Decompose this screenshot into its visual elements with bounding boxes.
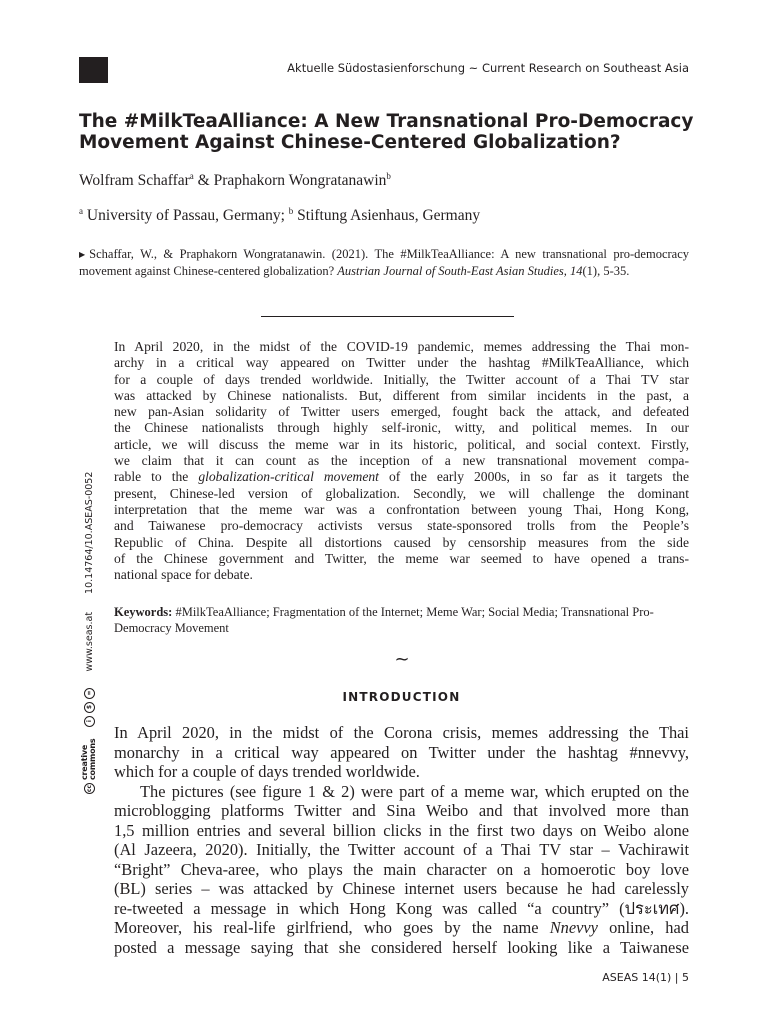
- author-1: Wolfram Schaffar: [79, 172, 190, 189]
- citation-tail: (1), 5-35.: [582, 264, 630, 278]
- keywords-label: Keywords:: [114, 605, 173, 619]
- running-head: Aktuelle Südostasienforschung ~ Current Research on Southeast Asia: [287, 61, 689, 75]
- page-folio: ASEAS 14(1) | 5: [602, 971, 689, 984]
- body-line8-post: online, had: [597, 918, 689, 937]
- body-line: “Bright” Cheva-aree, who plays the main character on a homoerotic boy love: [114, 859, 689, 879]
- body-line: which for a couple of days trended worldwide.: [114, 762, 420, 781]
- abstract-line: national space for debate.: [114, 567, 253, 583]
- abstract-line: archy in a critical way appeared on Twitter under the hashtag #MilkTeaAlliance, which: [114, 355, 689, 371]
- title-line-1: The #MilkTeaAlliance: A New Transnational Pro-Democracy: [79, 111, 694, 132]
- abstract-line: was attacked by Chinese nationalists. But, different from similar incidents in the past, a: [114, 387, 689, 403]
- body-line: In April 2020, in the midst of the Corona crisis, memes addressing the Thai: [114, 723, 689, 742]
- keywords: [114, 604, 689, 636]
- abstract-line9-post: of the early 2000s, in so far as it targets the: [378, 469, 689, 485]
- abstract-line: present, Chinese-led version of globalization. Secondly, we will challenge the dominant: [114, 485, 689, 501]
- body-line: re-tweeted a message in which Hong Kong was called “a country” (ประเทศ).: [114, 898, 689, 918]
- cc-word-creative: creative: [80, 744, 89, 780]
- body-line8-em: Nnevvy: [549, 918, 598, 937]
- abstract-line: we claim that it can count as the inception of a new transnational movement compa-: [114, 453, 689, 469]
- affil-1-mark: a: [79, 205, 83, 216]
- affil-2-mark: b: [288, 205, 294, 216]
- body-line: 1,5 million entries and several billion clicks in the first two days on Weibo alone: [114, 820, 689, 840]
- author-separator: &: [193, 172, 214, 189]
- body-line: The pictures (see figure 1 & 2) were part of a meme war, which erupted on the: [140, 781, 689, 801]
- abstract-divider: [261, 316, 514, 317]
- affil-1: University of Passau, Germany;: [83, 207, 289, 224]
- triangle-bullet-icon: ▶: [79, 250, 86, 259]
- abstract-line: interpretation that the meme war was a confrontation between young Thai, Hong Kong,: [114, 501, 689, 517]
- affiliation-line: [79, 207, 480, 225]
- abstract-line9-em: globalization-critical movement: [198, 469, 379, 485]
- body-line: microblogging platforms Twitter and Sina Weibo and that involved more than: [114, 801, 689, 820]
- author-line: [79, 172, 391, 190]
- section-heading: INTRODUCTION: [342, 690, 461, 704]
- body-line: [114, 918, 689, 938]
- tilde-divider: ~: [394, 649, 410, 670]
- abstract-line: for a couple of days trended worldwide. Initially, the Twitter account of a Thai TV star: [114, 371, 689, 387]
- attribution-icon: i: [84, 716, 95, 727]
- abstract-line: article, we will discuss the meme war in its historic, political, and social context. Firstly,: [114, 436, 689, 452]
- abstract-line: [114, 469, 689, 485]
- abstract-line: Republic of China. Despite all distortions caused by censorship measures from the side: [114, 534, 689, 550]
- body-line: posted a message saying that she considered herself looking like a Taiwanese: [114, 937, 689, 957]
- cc-icon: cc: [85, 784, 93, 793]
- citation-journal: Austrian Journal of South-East Asian Studies, 14: [337, 264, 583, 278]
- body-line: (BL) series – was attacked by Chinese internet users because he had carelessly: [114, 879, 689, 898]
- citation: [79, 246, 689, 280]
- abstract-line: new pan-Asian solidarity of Twitter users emerged, fought back the attack, and defeated: [114, 404, 689, 420]
- citation-lead: Schaffar, W., & Praphakorn Wongratanawin. (2021). The #MilkTeaAlliance: A new transnational pro-democracy movement against Chinese-centered globalization?: [79, 247, 689, 278]
- header-black-square: [79, 57, 108, 83]
- body-line: (Al Jazeera, 2020). Initially, the Twitter account of a Thai TV star – Vachirawit: [114, 840, 689, 859]
- noderivatives-icon: =: [84, 688, 95, 699]
- body-text: [114, 723, 689, 957]
- affil-2: Stiftung Asienhaus, Germany: [293, 207, 481, 224]
- abstract: [114, 339, 689, 583]
- keywords-text: #MilkTeaAlliance; Fragmentation of the Internet; Meme War; Social Media; Transnational Pro-Democracy Movement: [114, 605, 654, 635]
- article-title: [79, 111, 699, 153]
- author-2-mark: b: [386, 170, 391, 181]
- body-line8-pre: Moreover, his real-life girlfriend, who goes by the name: [114, 918, 550, 937]
- noncommercial-icon: $: [84, 702, 95, 713]
- cc-word-commons: commons: [88, 738, 97, 780]
- title-line-2: Movement Against Chinese-Centered Globalization?: [79, 132, 621, 153]
- abstract-line: In April 2020, in the midst of the COVID-19 pandemic, memes addressing the Thai mon-: [114, 339, 689, 354]
- abstract-line: the Chinese nationalists through highly self-ironic, witty, and political memes. In our: [114, 420, 689, 436]
- doi-link[interactable]: 10.14764/10.ASEAS-0052: [83, 471, 95, 594]
- author-1-mark: a: [189, 170, 194, 181]
- abstract-line: and Taiwanese pro-democracy activists versus state-sponsored trolls from the People’s: [114, 518, 689, 534]
- abstract-line9-pre: rable to the: [114, 469, 199, 485]
- body-line: monarchy in a critical way appeared on Twitter under the hashtag #nnevvy,: [114, 742, 689, 762]
- author-2: Praphakorn Wongratanawin: [213, 172, 387, 189]
- abstract-line: of the Chinese government and Twitter, the meme war seemed to have opened a trans-: [114, 550, 689, 566]
- creative-commons-logo: [81, 739, 97, 794]
- website-link[interactable]: www.seas.at: [83, 611, 95, 672]
